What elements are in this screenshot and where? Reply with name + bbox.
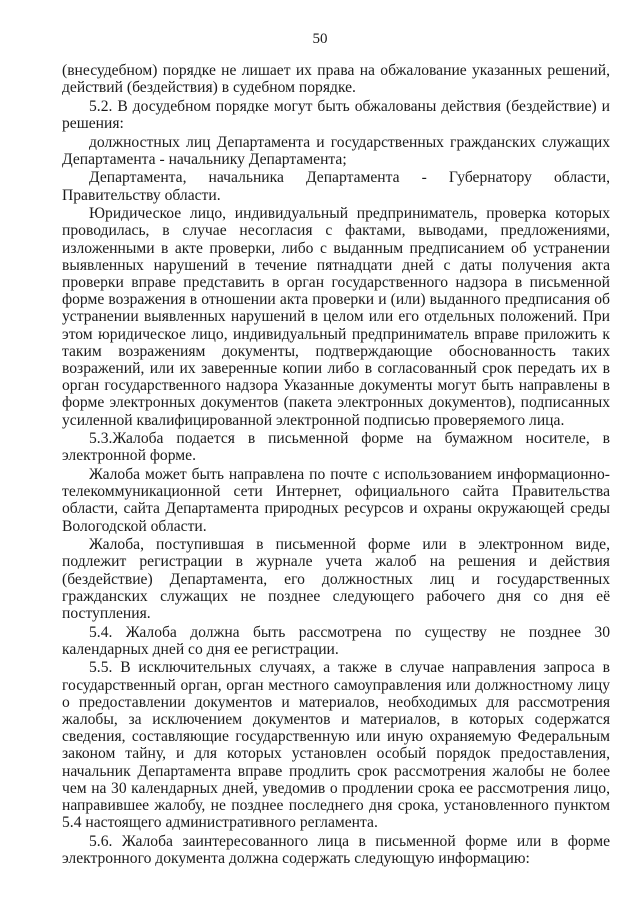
paragraph-continuation: (внесудебном) порядке не лишает их права на обжалование указанных решений, действий (бездействия) в судебном порядке. — [62, 62, 610, 97]
document-body — [62, 62, 610, 869]
paragraph-mail: Жалоба может быть направлена по почте с использованием информационно-телекоммуникационной сети Интернет, официального сайта Правительства области, сайта Департамента природных ресурсов и охраны окружающей среды Вологодской области. — [62, 466, 610, 535]
paragraph-legal-entity: Юридическое лицо, индивидуальный предприниматель, проверка которых проводилась, в случае несогласия с фактами, выводами, предложениями, изложенными в акте проверки, либо с выданным предписанием об устранении выявленных нарушений в течение пятнадцати дней с даты получения акта проверки вправе представить в орган государственного надзора в письменной форме возражения в отношении акта проверки и (или) выданного предписания об устранении выявленных нарушений в целом или его отдельных положений. При этом юридическое лицо, индивидуальный предприниматель вправе приложить к таким возражениям документы, подтверждающие обоснованность таких возражений, или их заверенные копии либо в согласованный срок передать их в орган государственного надзора Указанные документы могут быть направлены в форме электронных документов (пакета электронных документов), подписанных усиленной квалифицированной электронной подписью проверяемого лица. — [62, 205, 610, 429]
paragraph-5-6: 5.6. Жалоба заинтересованного лица в письменной форме или в форме электронного документа должна содержать следующую информацию: — [62, 832, 610, 868]
paragraph-registration: Жалоба, поступившая в письменной форме или в электронном виде, подлежит регистрации в журнале учета жалоб на решения и действия (бездействие) Департамента, его должностных лиц и государственных гражданских служащих не позднее следующего рабочего дня со дня её поступления. — [62, 536, 610, 623]
paragraph-5-3: 5.3.Жалоба подается в письменной форме на бумажном носителе, в электронной форме. — [62, 430, 610, 465]
paragraph-5-4: 5.4. Жалоба должна быть рассмотрена по существу не позднее 30 календарных дней со дня ее регистрации. — [62, 623, 610, 658]
paragraph-officials: должностных лиц Департамента и государственных гражданских служащих Департамента - начальнику Департамента; — [62, 133, 610, 168]
paragraph-5-5: 5.5. В исключительных случаях, а также в случае направления запроса в государственный орган, орган местного самоуправления или должностному лицу о предоставлении документов и материалов, необходимых для рассмотрения жалобы, за исключением документов и материалов, в которых содержатся сведения, составляющие государственную или иную охраняемую Федеральным законом тайну, и для которых установлен особый порядок предоставления, начальник Департамента вправе продлить срок рассмотрения жалобы не более чем на 30 календарных дней, уведомив о продлении срока ее рассмотрения лицо, направившее жалобу, не позднее последнего дня срока, установленного пунктом 5.4 настоящего административного регламента. — [62, 659, 610, 832]
page-number: 50 — [312, 31, 328, 47]
paragraph-department: Департамента, начальника Департамента - Губернатору области, Правительству области. — [62, 169, 610, 204]
paragraph-5-2: 5.2. В досудебном порядке могут быть обжалованы действия (бездействие) и решения: — [62, 97, 610, 132]
